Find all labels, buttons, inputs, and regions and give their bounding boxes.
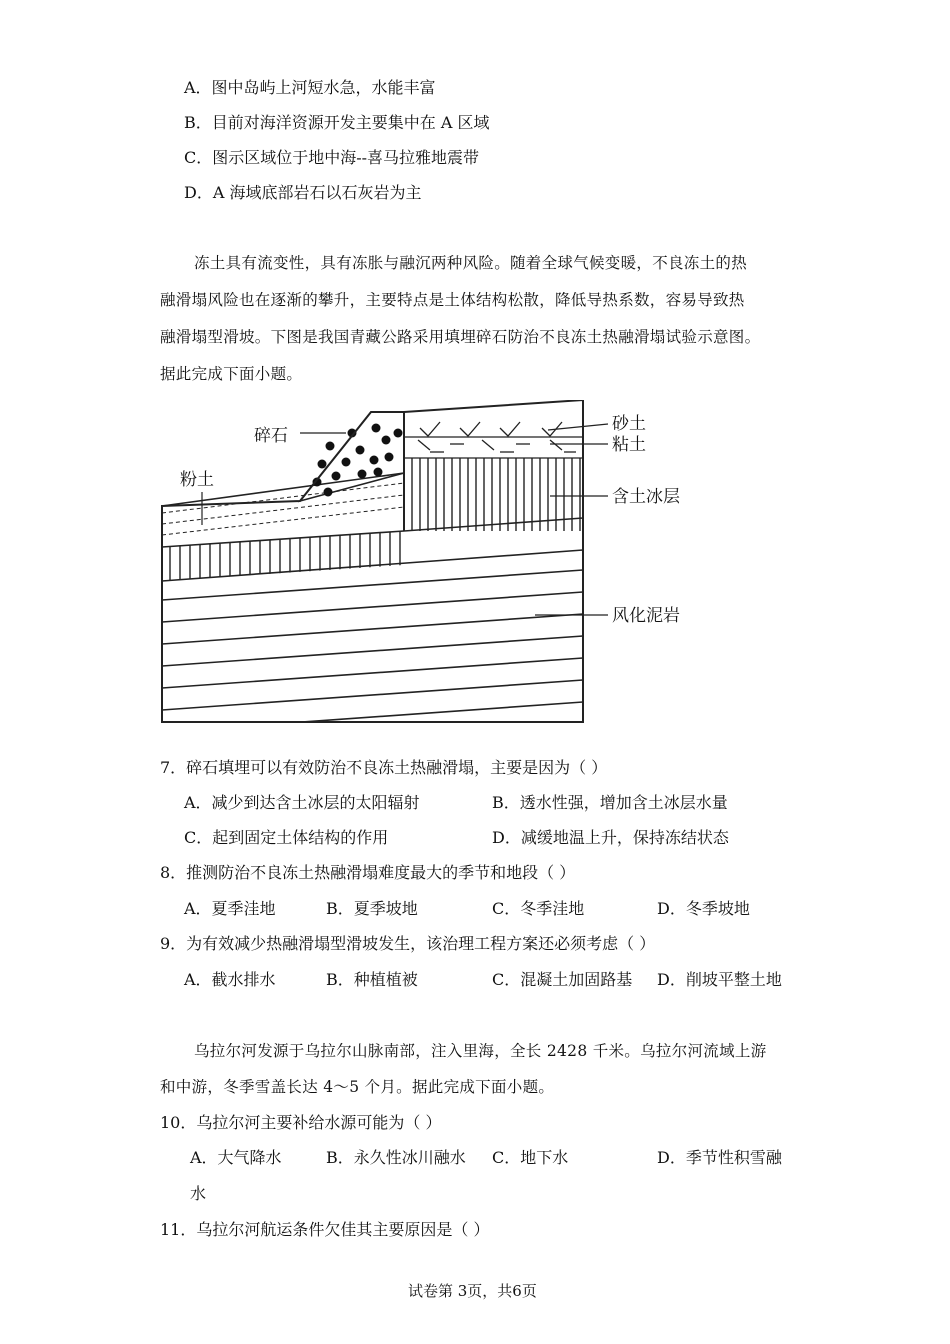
option-b[interactable]: B．永久性冰川融水 <box>326 1148 466 1167</box>
silt-layer <box>162 483 404 535</box>
clay-layer <box>418 440 576 452</box>
option-d-continued: 水 <box>190 1184 207 1203</box>
ice-bottom <box>162 550 583 581</box>
label-gravel: 碎石 <box>254 426 288 446</box>
question-stem: 7．碎石填埋可以有效防治不良冻土热融滑塌，主要是因为（ ） <box>160 758 608 777</box>
passage-line: 据此完成下面小题。 <box>160 365 303 383</box>
passage-line: 和中游，冬季雪盖长达 4～5 个月。据此完成下面小题。 <box>160 1078 555 1096</box>
prev-option-c: C．图示区域位于地中海--喜马拉雅地震带 <box>184 148 480 167</box>
option-b[interactable]: B．夏季坡地 <box>326 899 418 918</box>
frozen-soil-diagram <box>150 400 710 730</box>
label-clay: 粘土 <box>612 435 646 455</box>
question-stem: 8．推测防治不良冻土热融滑塌难度最大的季节和地段（ ） <box>160 863 576 882</box>
passage-line: 冻土具有流变性，具有冻胀与融沉两种风险。随着全球气候变暖，不良冻土的热 <box>194 254 748 272</box>
passage-line: 乌拉尔河发源于乌拉尔山脉南部，注入里海，全长 2428 千米。乌拉尔河流域上游 <box>194 1042 767 1060</box>
option-b[interactable]: B．种植植被 <box>326 970 418 989</box>
label-mudstone: 风化泥岩 <box>612 606 680 626</box>
option-c[interactable]: C．起到固定土体结构的作用 <box>184 828 389 847</box>
option-b[interactable]: B．透水性强，增加含土冰层水量 <box>492 793 728 812</box>
label-ice-layer: 含土冰层 <box>612 487 680 507</box>
question-stem: 10．乌拉尔河主要补给水源可能为（ ） <box>160 1113 442 1132</box>
option-d[interactable]: D．削坡平整土地 <box>657 970 782 989</box>
option-c[interactable]: C．混凝土加固路基 <box>492 970 633 989</box>
option-c[interactable]: C．地下水 <box>492 1148 569 1167</box>
passage-line: 融滑塌型滑坡。下图是我国青藏公路采用填埋碎石防治不良冻土热融滑塌试验示意图。 <box>160 328 761 346</box>
sand-layer <box>420 422 562 436</box>
option-d[interactable]: D．季节性积雪融 <box>657 1148 782 1167</box>
prev-option-b: B．目前对海洋资源开发主要集中在 A 区域 <box>184 113 490 132</box>
option-d[interactable]: D．减缓地温上升，保持冻结状态 <box>492 828 729 847</box>
prev-option-a: A．图中岛屿上河短水急，水能丰富 <box>184 78 436 97</box>
option-a[interactable]: A．大气降水 <box>190 1148 282 1167</box>
page-footer: 试卷第 3页，共6页 <box>408 1282 537 1300</box>
label-silt: 粉土 <box>180 470 214 490</box>
mudstone-layer <box>162 570 583 730</box>
passage-line: 融滑塌风险也在逐渐的攀升，主要特点是土体结构松散，降低导热系数，容易导致热 <box>160 291 745 309</box>
option-a[interactable]: A．减少到达含土冰层的太阳辐射 <box>184 793 420 812</box>
question-stem: 9．为有效减少热融滑塌型滑坡发生，该治理工程方案还必须考虑（ ） <box>160 934 656 953</box>
option-a[interactable]: A．截水排水 <box>184 970 276 989</box>
question-11-stem: 11．乌拉尔河航运条件欠佳其主要原因是（ ） <box>160 1220 490 1239</box>
prev-option-d: D．A 海域底部岩石以石灰岩为主 <box>184 183 422 202</box>
option-d[interactable]: D．冬季坡地 <box>657 899 750 918</box>
label-sand: 砂土 <box>612 414 646 434</box>
option-c[interactable]: C．冬季洼地 <box>492 899 585 918</box>
ice-top-left <box>162 531 404 547</box>
option-a[interactable]: A．夏季洼地 <box>184 899 276 918</box>
